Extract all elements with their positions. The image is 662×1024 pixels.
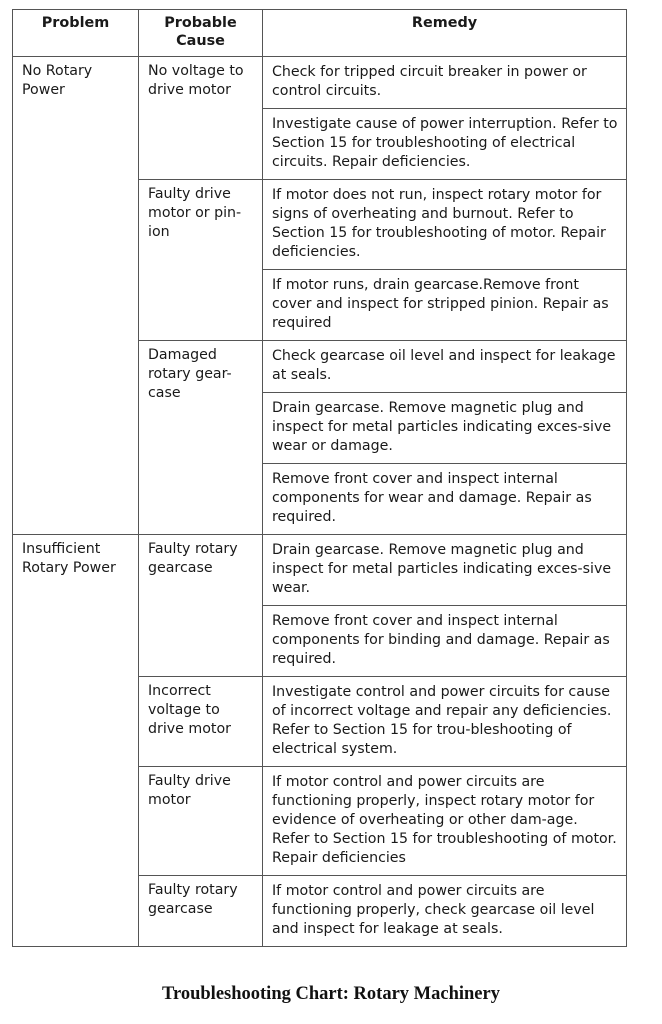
- remedy-cell: Drain gearcase. Remove magnetic plug and inspect for metal particles indicating exces-sive wear or damage.: [263, 393, 627, 464]
- problem-cell: No Rotary Power: [13, 57, 139, 535]
- remedy-cell: Check gearcase oil level and inspect for leakage at seals.: [263, 341, 627, 393]
- cause-cell: Faulty drive motor or pin-ion: [139, 180, 263, 341]
- remedy-cell: If motor control and power circuits are functioning properly, check gearcase oil level and inspect for leakage at seals.: [263, 876, 627, 947]
- remedy-cell: Drain gearcase. Remove magnetic plug and inspect for metal particles indicating exces-sive wear.: [263, 535, 627, 606]
- header-remedy: Remedy: [263, 10, 627, 57]
- table-body: [13, 57, 627, 947]
- cause-cell: Incorrect voltage to drive motor: [139, 677, 263, 767]
- cause-cell: No voltage to drive motor: [139, 57, 263, 180]
- remedy-cell: Investigate cause of power interruption. Refer to Section 15 for troubleshooting of electrical circuits. Repair deficiencies.: [263, 109, 627, 180]
- troubleshooting-table: [12, 9, 627, 947]
- table-row: [13, 535, 627, 606]
- cause-cell: Faulty rotary gearcase: [139, 876, 263, 947]
- chart-caption: Troubleshooting Chart: Rotary Machinery: [162, 984, 500, 1004]
- remedy-cell: If motor runs, drain gearcase.Remove front cover and inspect for stripped pinion. Repair as required: [263, 270, 627, 341]
- cause-cell: Damaged rotary gear-case: [139, 341, 263, 535]
- table-row: [13, 57, 627, 109]
- remedy-cell: Remove front cover and inspect internal components for binding and damage. Repair as required.: [263, 606, 627, 677]
- remedy-cell: Investigate control and power circuits for cause of incorrect voltage and repair any deficiencies. Refer to Section 15 for trou-bleshooting of electrical system.: [263, 677, 627, 767]
- header-row: [13, 10, 627, 57]
- cause-cell: Faulty rotary gearcase: [139, 535, 263, 677]
- remedy-cell: If motor does not run, inspect rotary motor for signs of overheating and burnout. Refer to Section 15 for troubleshooting of motor. Repair deficiencies.: [263, 180, 627, 270]
- remedy-cell: If motor control and power circuits are functioning properly, inspect rotary motor for evidence of overheating or other dam-age. Refer to Section 15 for troubleshooting of motor. Repair deficiencies: [263, 767, 627, 876]
- remedy-cell: Check for tripped circuit breaker in power or control circuits.: [263, 57, 627, 109]
- remedy-cell: Remove front cover and inspect internal components for wear and damage. Repair as required.: [263, 464, 627, 535]
- problem-cell: Insufficient Rotary Power: [13, 535, 139, 947]
- cause-cell: Faulty drive motor: [139, 767, 263, 876]
- header-problem: Problem: [13, 10, 139, 57]
- header-probable-cause: Probable Cause: [139, 10, 263, 57]
